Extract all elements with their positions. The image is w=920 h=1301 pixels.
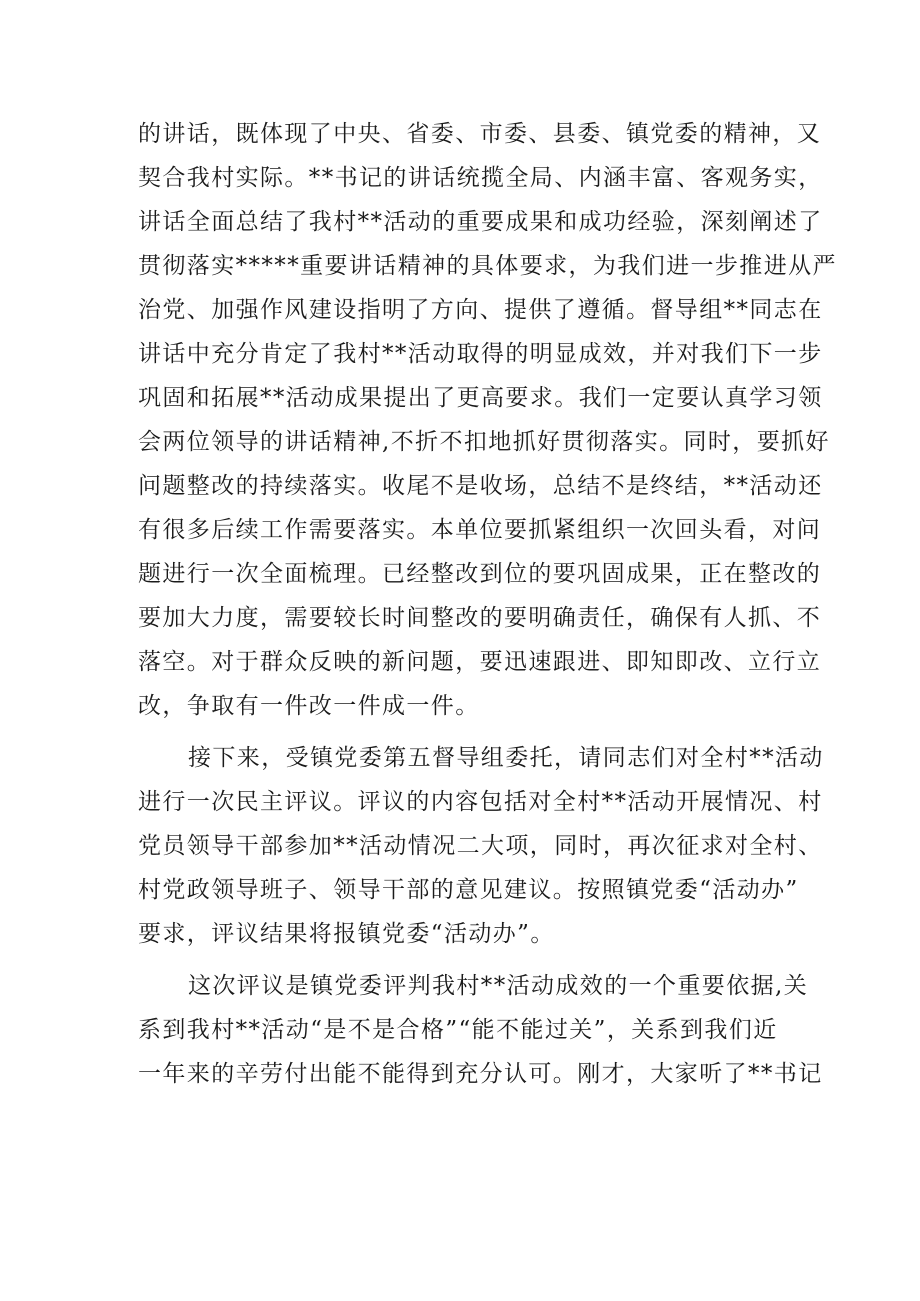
text-line: 改，争取有一件改一件成一件。 [138, 693, 480, 719]
text-line: 进行一次民主评议。评议的内容包括对全村**活动开展情况、村 [138, 789, 823, 815]
text-line: 接下来，受镇党委第五督导组委托，请同志们对全村**活动 [188, 745, 824, 771]
text-line: 契合我村实际。**书记的讲话统揽全局、内涵丰富、客观务实， [138, 165, 823, 191]
text-line: 讲话全面总结了我村**活动的重要成果和成功经验，深刻阐述了 [138, 209, 823, 235]
text-line: 巩固和拓展**活动成果提出了更高要求。我们一定要认真学习领 [138, 385, 823, 411]
text-line: 题进行一次全面梳理。已经整改到位的要巩固成果，正在整改的 [138, 561, 822, 587]
paragraph-spacer [138, 728, 798, 736]
text-line: 一年来的辛劳付出能不能得到充分认可。刚才，大家听了**书记 [138, 1061, 823, 1087]
text-line: 要加大力度，需要较长时间整改的要明确责任，确保有人抓、不 [138, 605, 822, 631]
text-line: 党员领导干部参加**活动情况二大项，同时，再次征求对全村、 [138, 833, 823, 859]
paragraph-3 [138, 964, 823, 1096]
text-line: 会两位领导的讲话精神,不折不扣地抓好贯彻落实。同时，要抓好 [138, 429, 830, 455]
text-line: 这次评议是镇党委评判我村**活动成效的一个重要依据,关 [188, 973, 809, 999]
text-line: 有很多后续工作需要落实。本单位要抓紧组织一次回头看，对问 [138, 517, 822, 543]
text-line: 村党政领导班子、领导干部的意见建议。按照镇党委“活动办” [138, 877, 799, 903]
document-body [138, 112, 837, 1096]
text-line: 讲话中充分肯定了我村**活动取得的明显成效，并对我们下一步 [138, 341, 823, 367]
text-line: 落空。对于群众反映的新问题，要迅速跟进、即知即改、立行立 [138, 649, 822, 675]
text-line: 的讲话，既体现了中央、省委、市委、县委、镇党委的精神，又 [138, 121, 822, 147]
paragraph-2 [138, 736, 824, 956]
paragraph-1 [138, 112, 837, 728]
text-line: 问题整改的持续落实。收尾不是收场，总结不是终结，**活动还 [138, 473, 823, 499]
text-line: 要求，评议结果将报镇党委“活动办”。 [138, 921, 555, 947]
text-line: 系到我村**活动“是不是合格”“能不能过关”，关系到我们近 [138, 1017, 778, 1043]
text-line: 贯彻落实*****重要讲话精神的具体要求，为我们进一步推进从严 [138, 253, 837, 279]
paragraph-spacer [138, 956, 798, 964]
text-line: 治党、加强作风建设指明了方向、提供了遵循。督导组**同志在 [138, 297, 823, 323]
